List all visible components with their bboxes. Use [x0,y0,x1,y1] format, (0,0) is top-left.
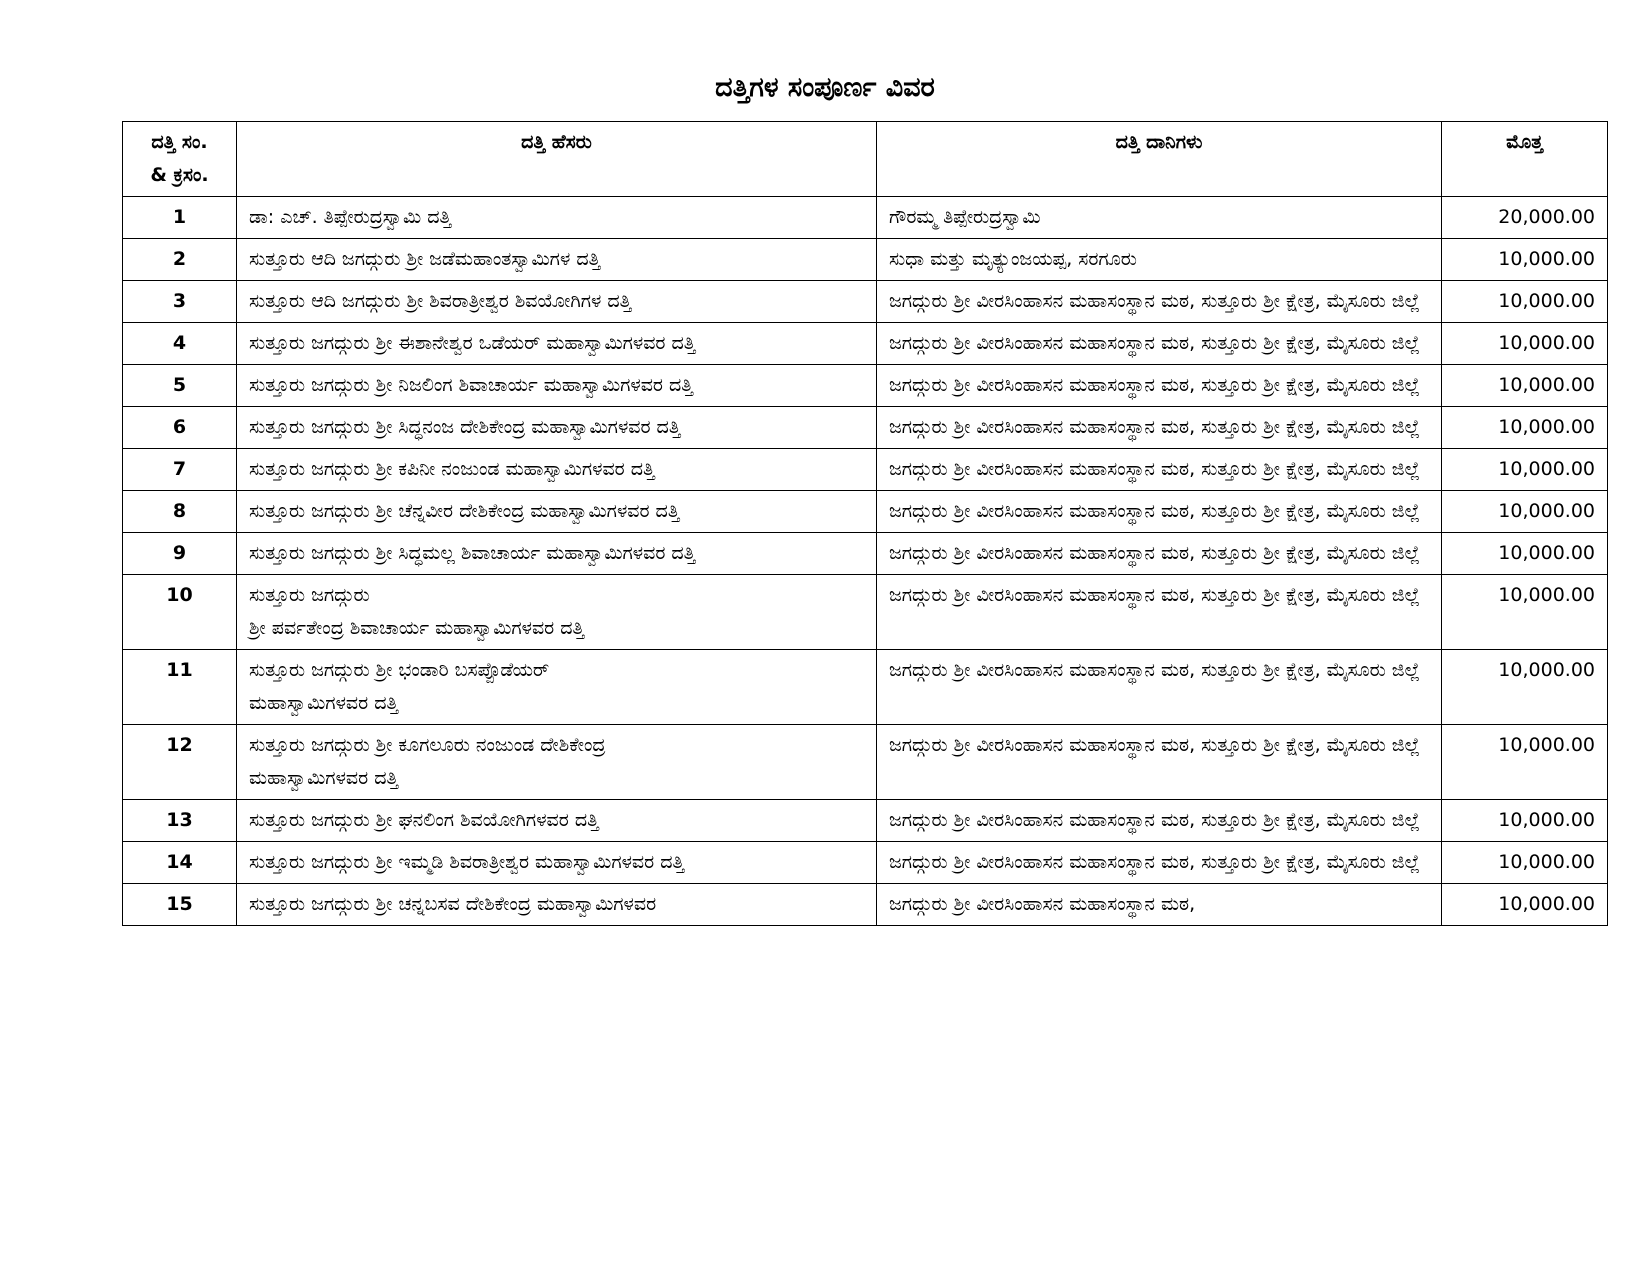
row-serial: 13 [123,800,237,842]
row-name-line1: ಸುತ್ತೂರು ಜಗದ್ಗುರು ಶ್ರೀ ಭಂಡಾರಿ ಬಸಪ್ಪೊಡೆಯರ್ [249,659,550,681]
table-row [123,491,1608,533]
header-name: ದತ್ತಿ ಹೆಸರು [237,122,877,197]
row-name: ಸುತ್ತೂರು ಜಗದ್ಗುರು ಶ್ರೀ ನಿಜಲಿಂಗ ಶಿವಾಚಾರ್ಯ ಮಹಾಸ್ವಾಮಿಗಳವರ ದತ್ತಿ [237,365,877,407]
row-serial: 11 [123,650,237,725]
row-amount: 10,000.00 [1442,884,1608,926]
row-amount: 10,000.00 [1442,575,1608,650]
row-donor: ಜಗದ್ಗುರು ಶ್ರೀ ವೀರಸಿಂಹಾಸನ ಮಹಾಸಂಸ್ಥಾನ ಮಠ, ಸುತ್ತೂರು ಶ್ರೀ ಕ್ಷೇತ್ರ, ಮೈಸೂರು ಜಿಲ್ಲೆ [877,281,1442,323]
row-serial: 1 [123,197,237,239]
table-row [123,650,1608,725]
table-row [123,533,1608,575]
header-serial [123,122,237,197]
row-serial: 9 [123,533,237,575]
row-serial: 14 [123,842,237,884]
row-amount: 10,000.00 [1442,725,1608,800]
row-name-line1: ಸುತ್ತೂರು ಜಗದ್ಗುರು ಶ್ರೀ ಕೂಗಲೂರು ನಂಜುಂಡ ದೇಶಿಕೇಂದ್ರ [249,734,606,756]
row-donor: ಜಗದ್ಗುರು ಶ್ರೀ ವೀರಸಿಂಹಾಸನ ಮಹಾಸಂಸ್ಥಾನ ಮಠ, ಸುತ್ತೂರು ಶ್ರೀ ಕ್ಷೇತ್ರ, ಮೈಸೂರು ಜಿಲ್ಲೆ [877,842,1442,884]
row-name: ಸುತ್ತೂರು ಜಗದ್ಗುರು ಶ್ರೀ ಸಿದ್ಧಮಲ್ಲ ಶಿವಾಚಾರ್ಯ ಮಹಾಸ್ವಾಮಿಗಳವರ ದತ್ತಿ [237,533,877,575]
row-name: ಸುತ್ತೂರು ಜಗದ್ಗುರು ಶ್ರೀ ಚೆನ್ನವೀರ ದೇಶಿಕೇಂದ್ರ ಮಹಾಸ್ವಾಮಿಗಳವರ ದತ್ತಿ [237,491,877,533]
row-donor: ಜಗದ್ಗುರು ಶ್ರೀ ವೀರಸಿಂಹಾಸನ ಮಹಾಸಂಸ್ಥಾನ ಮಠ, ಸುತ್ತೂರು ಶ್ರೀ ಕ್ಷೇತ್ರ, ಮೈಸೂರು ಜಿಲ್ಲೆ [877,650,1442,725]
table-header-row [123,122,1608,197]
row-amount: 20,000.00 [1442,197,1608,239]
row-donor: ಜಗದ್ಗುರು ಶ್ರೀ ವೀರಸಿಂಹಾಸನ ಮಹಾಸಂಸ್ಥಾನ ಮಠ, ಸುತ್ತೂರು ಶ್ರೀ ಕ್ಷೇತ್ರ, ಮೈಸೂರು ಜಿಲ್ಲೆ [877,449,1442,491]
row-serial: 10 [123,575,237,650]
row-name-line2: ಶ್ರೀ ಪರ್ವತೇಂದ್ರ ಶಿವಾಚಾರ್ಯ ಮಹಾಸ್ವಾಮಿಗಳವರ ದತ್ತಿ [249,617,585,639]
table-row [123,323,1608,365]
row-donor: ಜಗದ್ಗುರು ಶ್ರೀ ವೀರಸಿಂಹಾಸನ ಮಹಾಸಂಸ್ಥಾನ ಮಠ, ಸುತ್ತೂರು ಶ್ರೀ ಕ್ಷೇತ್ರ, ಮೈಸೂರು ಜಿಲ್ಲೆ [877,365,1442,407]
row-donor: ಜಗದ್ಗುರು ಶ್ರೀ ವೀರಸಿಂಹಾಸನ ಮಹಾಸಂಸ್ಥಾನ ಮಠ, [877,884,1442,926]
row-donor: ಜಗದ್ಗುರು ಶ್ರೀ ವೀರಸಿಂಹಾಸನ ಮಹಾಸಂಸ್ಥಾನ ಮಠ, ಸುತ್ತೂರು ಶ್ರೀ ಕ್ಷೇತ್ರ, ಮೈಸೂರು ಜಿಲ್ಲೆ [877,491,1442,533]
row-name [237,725,877,800]
table-row [123,725,1608,800]
row-name: ಸುತ್ತೂರು ಜಗದ್ಗುರು ಶ್ರೀ ಕಪಿನೀ ನಂಜುಂಡ ಮಹಾಸ್ವಾಮಿಗಳವರ ದತ್ತಿ [237,449,877,491]
table-row [123,197,1608,239]
table-row [123,239,1608,281]
row-amount: 10,000.00 [1442,533,1608,575]
row-amount: 10,000.00 [1442,281,1608,323]
row-serial: 5 [123,365,237,407]
row-name: ಸುತ್ತೂರು ಜಗದ್ಗುರು ಶ್ರೀ ಘನಲಿಂಗ ಶಿವಯೋಗಿಗಳವರ ದತ್ತಿ [237,800,877,842]
table-row [123,800,1608,842]
row-serial: 4 [123,323,237,365]
row-donor: ಜಗದ್ಗುರು ಶ್ರೀ ವೀರಸಿಂಹಾಸನ ಮಹಾಸಂಸ್ಥಾನ ಮಠ, ಸುತ್ತೂರು ಶ್ರೀ ಕ್ಷೇತ್ರ, ಮೈಸೂರು ಜಿಲ್ಲೆ [877,725,1442,800]
header-serial-line2: & ಕ್ರಸಂ. [150,164,209,186]
table-row [123,575,1608,650]
row-amount: 10,000.00 [1442,323,1608,365]
row-name: ಸುತ್ತೂರು ಆದಿ ಜಗದ್ಗುರು ಶ್ರೀ ಜಡೆಮಹಾಂತಸ್ವಾಮಿಗಳ ದತ್ತಿ [237,239,877,281]
row-name: ಸುತ್ತೂರು ಜಗದ್ಗುರು ಶ್ರೀ ಸಿದ್ಧನಂಜ ದೇಶಿಕೇಂದ್ರ ಮಹಾಸ್ವಾಮಿಗಳವರ ದತ್ತಿ [237,407,877,449]
row-amount: 10,000.00 [1442,407,1608,449]
table-row [123,842,1608,884]
row-donor: ಸುಧಾ ಮತ್ತು ಮೃತ್ಯುಂಜಯಪ್ಪ, ಸರಗೂರು [877,239,1442,281]
header-serial-line1: ದತ್ತಿ ಸಂ. [151,131,208,153]
row-serial: 3 [123,281,237,323]
header-donors: ದತ್ತಿ ದಾನಿಗಳು [877,122,1442,197]
row-amount: 10,000.00 [1442,800,1608,842]
row-name-line2: ಮಹಾಸ್ವಾಮಿಗಳವರ ದತ್ತಿ [249,692,399,714]
row-amount: 10,000.00 [1442,491,1608,533]
header-amount: ಮೊತ್ತ [1442,122,1608,197]
row-name [237,650,877,725]
row-amount: 10,000.00 [1442,365,1608,407]
row-serial: 7 [123,449,237,491]
row-serial: 12 [123,725,237,800]
row-name-line1: ಸುತ್ತೂರು ಜಗದ್ಗುರು [249,584,370,606]
row-amount: 10,000.00 [1442,239,1608,281]
row-serial: 2 [123,239,237,281]
row-donor: ಜಗದ್ಗುರು ಶ್ರೀ ವೀರಸಿಂಹಾಸನ ಮಹಾಸಂಸ್ಥಾನ ಮಠ, ಸುತ್ತೂರು ಶ್ರೀ ಕ್ಷೇತ್ರ, ಮೈಸೂರು ಜಿಲ್ಲೆ [877,323,1442,365]
row-donor: ಜಗದ್ಗುರು ಶ್ರೀ ವೀರಸಿಂಹಾಸನ ಮಹಾಸಂಸ್ಥಾನ ಮಠ, ಸುತ್ತೂರು ಶ್ರೀ ಕ್ಷೇತ್ರ, ಮೈಸೂರು ಜಿಲ್ಲೆ [877,533,1442,575]
row-amount: 10,000.00 [1442,650,1608,725]
table-row [123,407,1608,449]
row-name-line2: ಮಹಾಸ್ವಾಮಿಗಳವರ ದತ್ತಿ [249,767,399,789]
table-row [123,884,1608,926]
row-name: ಸುತ್ತೂರು ಜಗದ್ಗುರು ಶ್ರೀ ಇಮ್ಮಡಿ ಶಿವರಾತ್ರೀಶ್ವರ ಮಹಾಸ್ವಾಮಿಗಳವರ ದತ್ತಿ [237,842,877,884]
row-donor: ಜಗದ್ಗುರು ಶ್ರೀ ವೀರಸಿಂಹಾಸನ ಮಹಾಸಂಸ್ಥಾನ ಮಠ, ಸುತ್ತೂರು ಶ್ರೀ ಕ್ಷೇತ್ರ, ಮೈಸೂರು ಜಿಲ್ಲೆ [877,800,1442,842]
row-donor: ಜಗದ್ಗುರು ಶ್ರೀ ವೀರಸಿಂಹಾಸನ ಮಹಾಸಂಸ್ಥಾನ ಮಠ, ಸುತ್ತೂರು ಶ್ರೀ ಕ್ಷೇತ್ರ, ಮೈಸೂರು ಜಿಲ್ಲೆ [877,407,1442,449]
row-serial: 6 [123,407,237,449]
page-title: ದತ್ತಿಗಳ ಸಂಪೂರ್ಣ ವಿವರ [715,72,935,103]
row-amount: 10,000.00 [1442,449,1608,491]
row-amount: 10,000.00 [1442,842,1608,884]
row-serial: 8 [123,491,237,533]
table-row [123,365,1608,407]
table-row [123,281,1608,323]
row-donor: ಜಗದ್ಗುರು ಶ್ರೀ ವೀರಸಿಂಹಾಸನ ಮಹಾಸಂಸ್ಥಾನ ಮಠ, ಸುತ್ತೂರು ಶ್ರೀ ಕ್ಷೇತ್ರ, ಮೈಸೂರು ಜಿಲ್ಲೆ [877,575,1442,650]
row-name: ಸುತ್ತೂರು ಆದಿ ಜಗದ್ಗುರು ಶ್ರೀ ಶಿವರಾತ್ರೀಶ್ವರ ಶಿವಯೋಗಿಗಳ ದತ್ತಿ [237,281,877,323]
row-serial: 15 [123,884,237,926]
row-name: ಸುತ್ತೂರು ಜಗದ್ಗುರು ಶ್ರೀ ಈಶಾನೇಶ್ವರ ಒಡೆಯರ್ ಮಹಾಸ್ವಾಮಿಗಳವರ ದತ್ತಿ [237,323,877,365]
table-row [123,449,1608,491]
row-name: ಡಾ: ಎಚ್. ತಿಪ್ಪೇರುದ್ರಸ್ವಾಮಿ ದತ್ತಿ [237,197,877,239]
row-name: ಸುತ್ತೂರು ಜಗದ್ಗುರು ಶ್ರೀ ಚನ್ನಬಸವ ದೇಶಿಕೇಂದ್ರ ಮಹಾಸ್ವಾಮಿಗಳವರ [237,884,877,926]
row-name [237,575,877,650]
row-donor: ಗೌರಮ್ಮ ತಿಪ್ಪೇರುದ್ರಸ್ವಾಮಿ [877,197,1442,239]
endowments-table [122,121,1608,926]
